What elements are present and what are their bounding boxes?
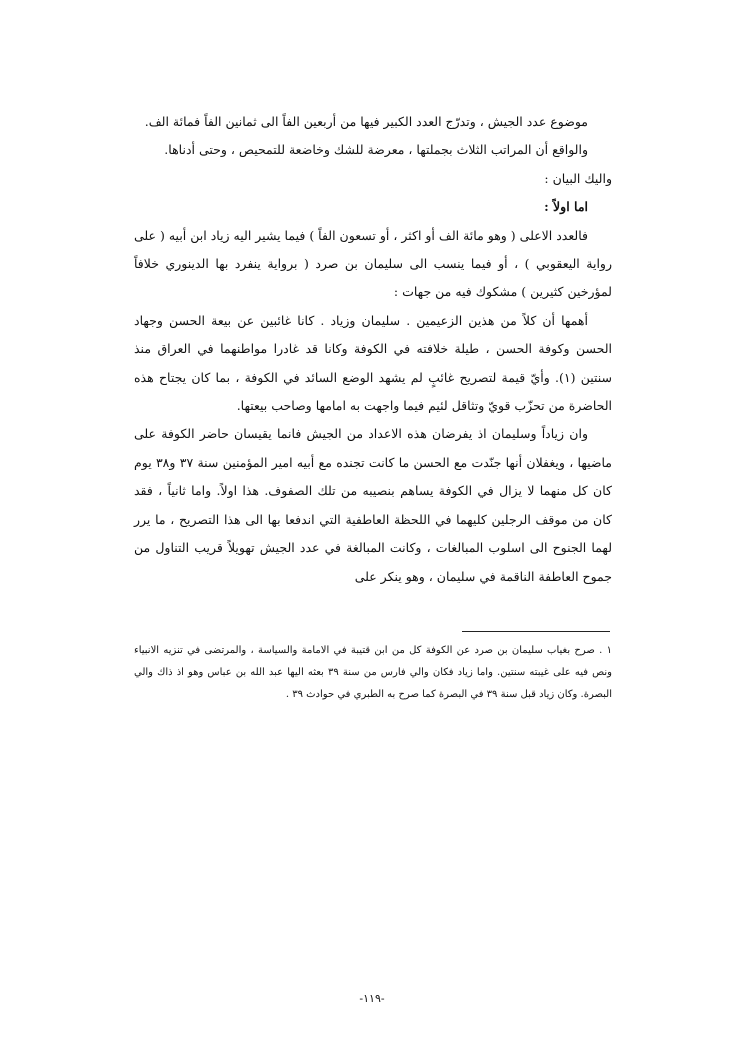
section-heading-first: اما اولاً : [544, 199, 588, 215]
page-number: -١١٩- [359, 992, 385, 1005]
paragraph-absence: أهمها أن كلاً من هذين الزعيمين . سليمان وزياد . كانا غائبين عن بيعة الحسن وجهاد الحسن وكوفة الحسن ، طيلة خلافته في الكوفة وكانا قد غادرا مواطنهما في العراق منذ سنتين (١). وأيّ قيمة لتصريح غائبٍ لم يشهد الوضع السائد في الكوفة ، بما كان يجتاح هذه الحاضرة من تحزّب قويّ وتثاقل لئيم فيما واجهت به امامها وصاحب بيعتها. [134, 312, 612, 414]
paragraph-intro: موضوع عدد الجيش ، وتدرّج العدد الكبير فيها من أربعين الفاً الى ثمانين الفاً فمائة الف. [144, 114, 588, 129]
footnote-divider [462, 631, 610, 632]
paragraph-fact: والواقع أن المراتب الثلاث بجملتها ، معرضة للشك وخاضعة للتمحيص ، وحتى أدناها. [164, 142, 588, 158]
footnote-1: ١ . صرح بغياب سليمان بن صرد عن الكوفة كل من ابن قتيبة في الامامة والسياسة ، والمرتضى في تنزيه الانبياء ونص فيه على غيبته سنتين. واما زياد فكان والي فارس من سنة ٣٩ بعثه اليها عبد الله بن عباس وهو اذ ذاك والي البصرة. وكان زياد قبل سنة ٣٩ في البصرة كما صرح به الطبري في حوادث ٣٩ . [134, 645, 612, 700]
body-text [134, 108, 612, 591]
paragraph-highest-number: فالعدد الاعلى ( وهو مائة الف أو اكثر ، أو تسعون الفاً ) فيما يشير اليه زياد ابن أبيه ( على رواية اليعقوبي ) ، أو فيما ينسب الى سليمان بن صرد ( برواية ينفرد بها الدينوري خلافاً لمؤرخين كثيرين ) مشكوك فيه من جهات : [134, 227, 612, 300]
paragraph-explanation: واليك البيان : [544, 170, 612, 186]
footnotes [134, 640, 612, 706]
paragraph-ziyad-sulayman: وان زياداً وسليمان اذ يفرضان هذه الاعداد من الجيش فانما يقيسان حاضر الكوفة على ماضيها ، ويغفلان أنها جنّدت مع الحسن ما كانت تجنده مع أبيه امير المؤمنين سنة ٣٧ و٣٨ يوم كان كل منهما لا يزال في الكوفة يساهم بنصيبه من تلك الصفوف. هذا اولاً. واما ثانياً ، فقد كان من موقف الرجلين كليهما في اللحظة العاطفية التي اندفعا بها الى هذا التصريح ، ما يرر لهما الجنوح الى اسلوب المبالغات ، وكانت المبالغة في عدد الجيش تهويلاً قريب التناول من جموح العاطفة الناقمة في سليمان ، وهو ينكر على [134, 426, 612, 584]
